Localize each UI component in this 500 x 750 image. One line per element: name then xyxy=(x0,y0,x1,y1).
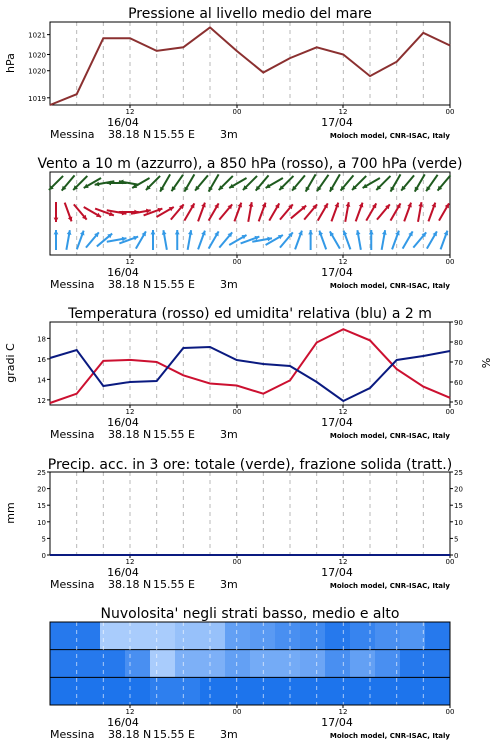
x-tick-label: 00 xyxy=(232,558,242,566)
wind-arrow xyxy=(132,178,149,188)
y-tick-label: 20 xyxy=(37,485,46,494)
model-credit: Moloch model, CNR-ISAC, Italy xyxy=(329,732,450,740)
wind-arrow xyxy=(319,231,327,250)
cloud-cell xyxy=(100,622,126,650)
y-tick-label: 12 xyxy=(37,396,46,405)
wind-arrow xyxy=(198,231,206,250)
x-tick-label: 00 xyxy=(232,408,242,416)
x-tick-label: 00 xyxy=(445,408,455,416)
lon-label: 15.55 E xyxy=(153,128,195,141)
location-label: Messina xyxy=(50,278,95,291)
pressure-line xyxy=(50,27,450,105)
wind-arrow xyxy=(426,175,437,191)
lat-label: 38.18 N xyxy=(108,278,152,291)
panel-3 xyxy=(4,306,493,441)
y2-tick-label: 50 xyxy=(454,399,463,407)
date-label: 16/04 xyxy=(107,266,139,279)
wind-arrow xyxy=(198,203,206,222)
lon-label: 15.55 E xyxy=(153,728,195,741)
cloud-cell xyxy=(225,677,251,705)
y-axis-label: gradi C xyxy=(4,343,17,383)
wind-arrow xyxy=(427,231,437,248)
wind-arrow xyxy=(413,232,426,247)
cloud-cell xyxy=(400,650,426,678)
wind-arrow xyxy=(248,202,253,222)
wind-arrow xyxy=(49,176,63,190)
x-tick-label: 12 xyxy=(125,558,135,566)
y-tick-label: 16 xyxy=(37,355,46,364)
wind-arrow xyxy=(229,178,246,188)
altitude-label: 3m xyxy=(220,428,238,441)
cloud-cell xyxy=(200,622,226,650)
wind-arrow xyxy=(54,202,59,222)
wind-arrow xyxy=(330,174,340,191)
x-tick-label: 12 xyxy=(338,258,348,266)
cloud-cell xyxy=(75,677,101,705)
cloud-cell xyxy=(75,650,101,678)
lat-label: 38.18 N xyxy=(108,428,152,441)
cloud-cell xyxy=(200,650,226,678)
cloud-cell xyxy=(125,622,151,650)
y-axis-label: hPa xyxy=(4,53,17,73)
location-label: Messina xyxy=(50,128,95,141)
cloud-cell xyxy=(300,650,326,678)
wind-arrow xyxy=(318,203,328,220)
panel-title: Nuvolosita' negli strati basso, medio e alto xyxy=(100,606,400,622)
wind-arrow xyxy=(151,230,156,250)
wind-arrow xyxy=(172,175,183,191)
wind-arrow xyxy=(391,174,401,191)
date-label: 17/04 xyxy=(321,266,353,279)
wind-arrow xyxy=(292,175,305,190)
x-tick-label: 12 xyxy=(125,408,135,416)
panel-title: Temperatura (rosso) ed umidita' relativa (blu) a 2 m xyxy=(68,306,432,322)
location-label: Messina xyxy=(50,728,95,741)
wind-arrow xyxy=(259,203,267,222)
cloud-cell xyxy=(350,650,376,678)
date-label: 16/04 xyxy=(107,116,139,129)
model-credit: Moloch model, CNR-ISAC, Italy xyxy=(329,282,450,290)
y2-tick-label: 0 xyxy=(454,552,459,560)
y-tick-label: 5 xyxy=(41,535,46,544)
model-credit: Moloch model, CNR-ISAC, Italy xyxy=(329,132,450,140)
date-label: 17/04 xyxy=(321,116,353,129)
x-tick-label: 12 xyxy=(338,558,348,566)
cloud-cell xyxy=(150,650,176,678)
plot-frame xyxy=(50,22,450,105)
wind-arrow xyxy=(306,174,316,191)
y-tick-label: 1021 xyxy=(28,31,46,40)
y-tick-label: 0 xyxy=(41,552,46,560)
cloud-cell xyxy=(50,622,76,650)
cloud-cell xyxy=(275,677,301,705)
y-tick-label: 1019 xyxy=(28,94,46,103)
y2-axis-label: % xyxy=(480,357,493,369)
cloud-cell xyxy=(200,677,226,705)
cloud-cell xyxy=(125,677,151,705)
y-tick-label: 1020 xyxy=(28,51,46,60)
y2-tick-label: 25 xyxy=(454,469,463,477)
wind-arrow xyxy=(295,231,303,250)
cloud-cell xyxy=(275,650,301,678)
wind-arrow xyxy=(356,230,361,250)
cloud-cell xyxy=(350,677,376,705)
panel-4 xyxy=(4,457,463,591)
wind-arrow xyxy=(403,231,413,248)
cloud-cell xyxy=(250,622,276,650)
wind-arrow xyxy=(343,231,351,250)
wind-arrow xyxy=(404,203,412,222)
panel-1 xyxy=(4,6,454,141)
cloud-cell xyxy=(50,677,76,705)
cloud-cell xyxy=(175,650,201,678)
cloud-cell xyxy=(225,622,251,650)
lat-label: 38.18 N xyxy=(108,578,152,591)
wind-arrow xyxy=(382,230,387,250)
altitude-label: 3m xyxy=(220,728,238,741)
wind-arrow xyxy=(341,175,354,190)
cloud-cell xyxy=(325,650,351,678)
y-tick-label: 1020 xyxy=(28,67,46,76)
wind-arrow xyxy=(331,203,339,222)
date-label: 16/04 xyxy=(107,416,139,429)
panel-title: Pressione al livello medio del mare xyxy=(128,6,372,22)
cloud-cell xyxy=(175,677,201,705)
y2-tick-label: 80 xyxy=(454,339,463,347)
cloud-cell xyxy=(425,622,451,650)
x-tick-label: 00 xyxy=(232,258,242,266)
altitude-label: 3m xyxy=(220,128,238,141)
wind-arrow xyxy=(345,202,350,222)
wind-arrow xyxy=(136,231,146,248)
wind-arrow xyxy=(84,207,101,217)
x-tick-label: 12 xyxy=(125,108,135,116)
wind-arrow xyxy=(66,230,71,250)
cloud-cell xyxy=(150,622,176,650)
wind-arrow xyxy=(175,230,180,250)
wind-arrow xyxy=(188,230,193,250)
cloud-cell xyxy=(250,650,276,678)
panel-5 xyxy=(50,606,454,741)
cloud-cell xyxy=(325,677,351,705)
altitude-label: 3m xyxy=(220,278,238,291)
x-tick-label: 12 xyxy=(125,708,135,716)
wind-arrow xyxy=(317,175,328,191)
y-axis-label: mm xyxy=(4,502,17,524)
x-tick-label: 00 xyxy=(445,558,455,566)
wind-arrow xyxy=(62,175,75,190)
wind-arrow xyxy=(418,202,423,222)
y2-tick-label: 90 xyxy=(454,319,463,327)
x-tick-label: 12 xyxy=(338,108,348,116)
x-tick-label: 12 xyxy=(338,408,348,416)
model-credit: Moloch model, CNR-ISAC, Italy xyxy=(329,432,450,440)
panel-2 xyxy=(37,156,462,291)
wind-arrow xyxy=(363,178,380,188)
y-tick-label: 10 xyxy=(37,518,46,527)
wind-arrow xyxy=(377,204,390,219)
wind-arrow xyxy=(219,204,232,219)
wind-arrow xyxy=(234,203,242,222)
cloud-cell xyxy=(400,677,426,705)
y2-tick-label: 60 xyxy=(454,379,463,387)
y2-tick-label: 20 xyxy=(454,485,463,494)
wind-arrow xyxy=(441,231,449,250)
cloud-cell xyxy=(225,650,251,678)
date-label: 17/04 xyxy=(321,416,353,429)
cloud-cell xyxy=(400,622,426,650)
y2-tick-label: 5 xyxy=(454,535,459,544)
cloud-cell xyxy=(350,622,376,650)
date-label: 16/04 xyxy=(107,716,139,729)
cloud-cell xyxy=(250,677,276,705)
wind-arrow xyxy=(77,231,85,250)
y2-tick-label: 70 xyxy=(454,359,463,367)
y-tick-label: 18 xyxy=(37,335,46,344)
cloud-cell xyxy=(50,650,76,678)
wind-arrow xyxy=(184,203,194,220)
wind-arrow xyxy=(160,174,170,191)
cloud-cell xyxy=(375,622,401,650)
wind-arrow xyxy=(195,175,208,190)
wind-arrow xyxy=(391,203,401,220)
lat-label: 38.18 N xyxy=(108,728,152,741)
wind-arrow xyxy=(229,235,246,245)
wind-arrow xyxy=(439,203,449,220)
wind-arrow xyxy=(162,230,167,250)
x-tick-label: 00 xyxy=(445,708,455,716)
y2-tick-label: 15 xyxy=(454,502,463,511)
x-tick-label: 12 xyxy=(125,258,135,266)
wind-arrow xyxy=(266,178,283,188)
wind-arrow xyxy=(97,234,112,247)
wind-arrow xyxy=(392,231,400,250)
cloud-cell xyxy=(75,622,101,650)
lon-label: 15.55 E xyxy=(153,428,195,441)
x-tick-label: 00 xyxy=(445,108,455,116)
wind-arrow xyxy=(291,206,306,219)
wind-arrow xyxy=(269,203,279,220)
cloud-cell xyxy=(150,677,176,705)
plot-frame xyxy=(50,472,450,555)
location-label: Messina xyxy=(50,578,95,591)
y2-tick-label: 10 xyxy=(454,518,463,527)
date-label: 16/04 xyxy=(107,566,139,579)
location-label: Messina xyxy=(50,428,95,441)
model-credit: Moloch model, CNR-ISAC, Italy xyxy=(329,582,450,590)
x-tick-label: 00 xyxy=(232,708,242,716)
wind-arrow xyxy=(54,230,59,250)
date-label: 17/04 xyxy=(321,716,353,729)
y-tick-label: 15 xyxy=(37,502,46,511)
lon-label: 15.55 E xyxy=(153,278,195,291)
wind-arrow xyxy=(65,203,73,222)
y-tick-label: 14 xyxy=(37,376,46,385)
cloud-cell xyxy=(275,622,301,650)
wind-arrow xyxy=(401,175,414,190)
wind-arrow xyxy=(330,231,340,248)
date-label: 17/04 xyxy=(321,566,353,579)
x-tick-label: 00 xyxy=(232,108,242,116)
cloud-cell xyxy=(175,622,201,650)
wind-arrow xyxy=(438,175,451,190)
x-tick-label: 00 xyxy=(445,258,455,266)
cloud-cell xyxy=(325,622,351,650)
humidity-line xyxy=(50,347,450,401)
wind-arrow xyxy=(308,230,313,250)
cloud-cell xyxy=(425,650,451,678)
lat-label: 38.18 N xyxy=(108,128,152,141)
panel-title: Vento a 10 m (azzurro), a 850 hPa (rosso), a 700 hPa (verde) xyxy=(37,156,463,172)
x-tick-label: 12 xyxy=(338,708,348,716)
lon-label: 15.55 E xyxy=(153,578,195,591)
y-tick-label: 25 xyxy=(37,469,46,477)
plot-frame xyxy=(50,322,450,405)
wind-arrow xyxy=(356,203,364,222)
altitude-label: 3m xyxy=(220,578,238,591)
cloud-cell xyxy=(425,677,451,705)
cloud-cell xyxy=(300,622,326,650)
cloud-cell xyxy=(300,677,326,705)
cloud-cell xyxy=(125,650,151,678)
wind-arrow xyxy=(184,174,194,191)
panel-title: Precip. acc. in 3 ore: totale (verde), frazione solida (tratt.) xyxy=(47,457,453,473)
wind-arrow xyxy=(428,203,436,222)
wind-arrow xyxy=(366,203,376,220)
